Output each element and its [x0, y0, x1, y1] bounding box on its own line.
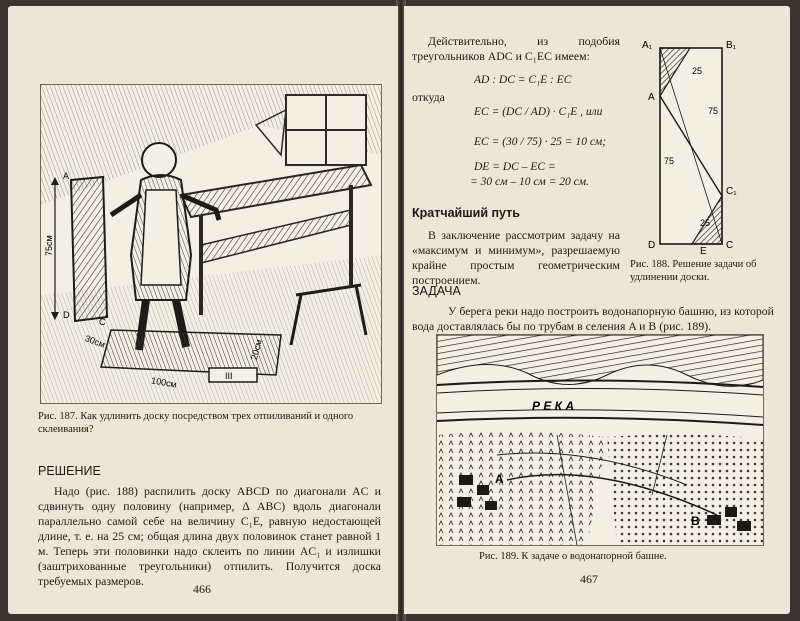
- label-25-bottom: 25: [700, 218, 711, 228]
- page-number-left: 466: [193, 582, 211, 596]
- task-text: У берега реки надо построить водонапорную башню, из которой вода доставлялась бы по трубам в селения A и B (рис. 189).: [412, 304, 774, 333]
- figure-188-caption: Рис. 188. Решение задачи об удлинении доски.: [630, 259, 757, 283]
- label-c: C: [99, 317, 106, 327]
- village-a-label: A: [495, 472, 504, 486]
- formula-ec-1: EC = (DC / AD) · C₁E , или: [474, 106, 603, 118]
- carpenter-illustration: [41, 85, 381, 403]
- intro-text: Действительно, из подобия треугольников ADC и C₁EC имеем:: [412, 34, 620, 63]
- figure-189-caption: Рис. 189. К задаче о водонапорной башне.: [479, 551, 667, 562]
- label-roman: III: [225, 371, 233, 381]
- figure-187: [40, 84, 382, 404]
- label-20cm: 20см: [248, 338, 264, 361]
- formula-de-1: DE = DC – EC =: [474, 161, 556, 173]
- label-d: D: [648, 240, 656, 251]
- label-a1: A₁: [642, 40, 653, 51]
- label-c1: C₁: [726, 186, 737, 197]
- board-diagram: [630, 36, 774, 256]
- label-75cm: 75см: [44, 235, 54, 256]
- formula-otkuda: откуда: [412, 90, 445, 104]
- label-e: E: [700, 246, 707, 256]
- formula-ratio: AD : DC = C₁E : EC: [474, 74, 572, 86]
- label-75-right: 75: [708, 106, 719, 116]
- label-a: A: [648, 92, 655, 103]
- river-map: [437, 335, 763, 545]
- label-d: D: [63, 310, 70, 320]
- section-title: Кратчайший путь: [412, 206, 520, 220]
- label-a: A: [63, 171, 70, 181]
- label-30cm: 30см: [83, 333, 107, 350]
- river-label: Р Е К А: [532, 399, 575, 413]
- figure-188: [630, 36, 774, 256]
- label-c: C: [726, 240, 734, 251]
- solution-paragraph: Надо (рис. 188) распилить доску ABCD по диагонали AC и сдвинуть одну половину (например, Δ ABC) вдоль диагонали параллельно самой себе на величину C₁E, равную недостающей длине, т. е. на 25 см; общая длина двух половинок станет равной 1 м. Теперь эти половинки надо склеить по линии AC₁ и излишки (заштрихованные треугольники) отпилить. Получится доска требуемых размеров.: [38, 484, 381, 588]
- task-heading: ЗАДАЧА: [412, 284, 461, 298]
- figure-187-caption: Рис. 187. Как удлинить доску посредством трех отпиливаний и одного склеивания?: [38, 411, 354, 435]
- label-25-top: 25: [692, 66, 703, 76]
- page-number-right: 467: [580, 572, 598, 586]
- formula-de-2: = 30 см – 10 см = 20 см.: [470, 176, 589, 188]
- solution-heading: РЕШЕНИЕ: [38, 464, 101, 478]
- label-b1: B₁: [726, 40, 737, 51]
- label-100cm: 100см: [150, 375, 178, 390]
- village-b-label: B: [691, 514, 700, 528]
- label-75-left: 75: [664, 156, 675, 166]
- section-text: В заключение рассмотрим задачу на «максимум и минимум», разрешаемую крайне простым геометрическим построением.: [412, 228, 620, 287]
- left-page: [8, 6, 398, 614]
- right-page: [404, 6, 790, 614]
- formula-ec-2: EC = (30 / 75) · 25 = 10 см;: [474, 136, 607, 148]
- figure-189: [436, 334, 764, 546]
